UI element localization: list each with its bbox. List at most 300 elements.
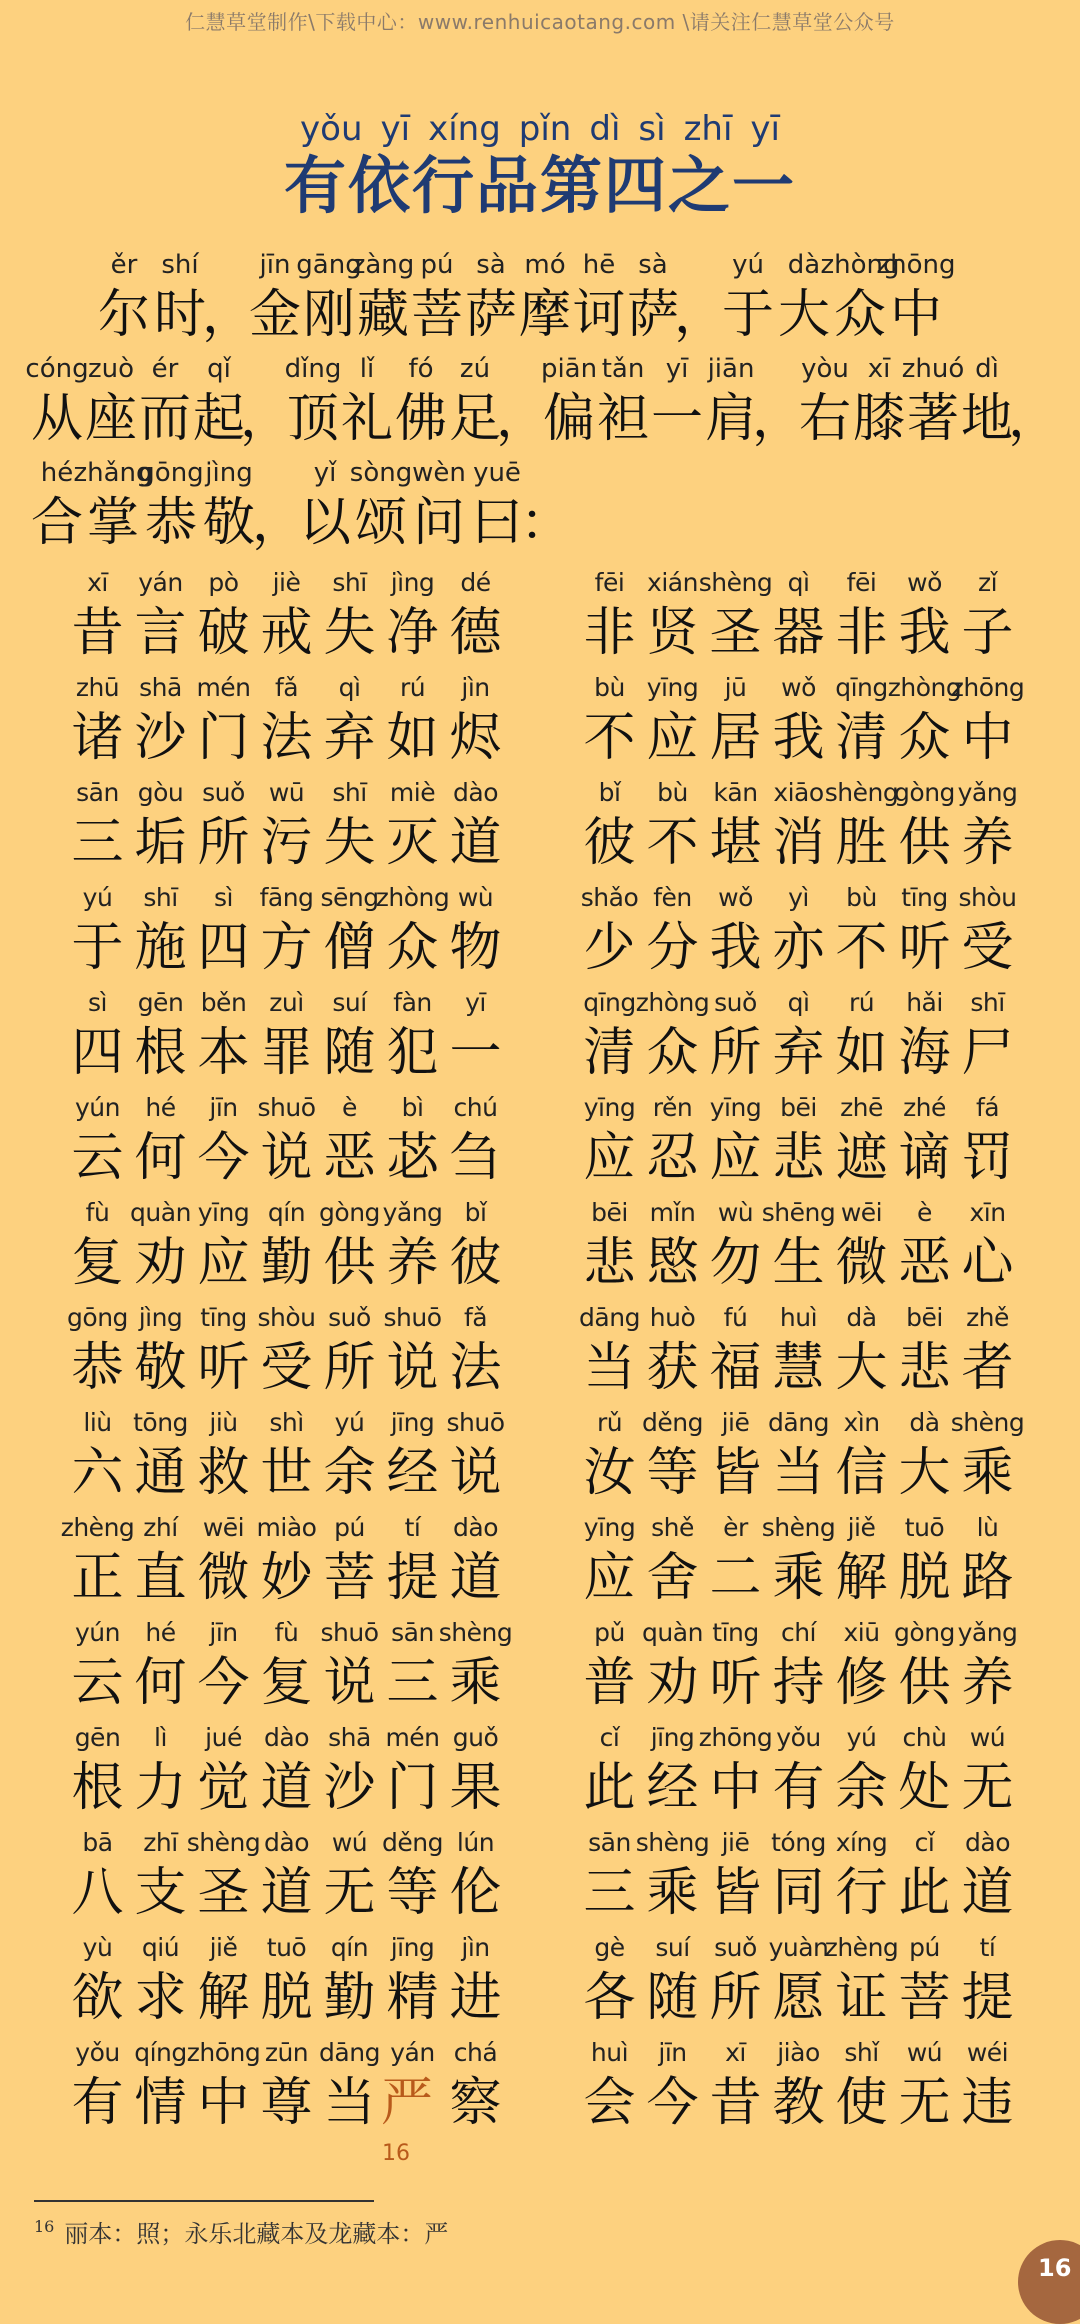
annotated-character [296, 248, 362, 348]
annotated-character [318, 1931, 381, 2031]
hanzi: 污 [260, 813, 313, 873]
page-header: 仁慧草堂制作\下载中心：www.renhuicaotang.com \请关注仁慧草堂公众号 [185, 10, 895, 34]
pinyin: wēi [202, 1513, 245, 1542]
pinyin: rěn [652, 1093, 693, 1122]
hanzi: 中 [197, 2073, 250, 2133]
hanzi: 情 [134, 2073, 187, 2133]
hanzi: 不 [583, 708, 636, 768]
pinyin: shèng [186, 1828, 261, 1857]
hanzi: 诃 [572, 285, 625, 345]
pinyin: yòu [801, 354, 849, 384]
pinyin: rú [399, 673, 426, 702]
pinyin: yǐ [313, 458, 337, 488]
annotated-character [641, 2036, 704, 2136]
hanzi: 力 [134, 1758, 187, 1818]
footnote-divider [34, 2200, 374, 2202]
hanzi: ， [1008, 389, 1061, 449]
pinyin: quàn [642, 1618, 703, 1647]
annotated-character [318, 986, 381, 1086]
pinyin: yǎng [957, 778, 1018, 807]
pinyin: zhě [966, 1303, 1009, 1332]
annotated-character [129, 1616, 192, 1716]
hanzi: 会 [583, 2073, 636, 2133]
annotated-character [255, 1721, 318, 1821]
pinyin: pú [420, 250, 454, 280]
annotated-character [578, 1406, 641, 1506]
hanzi: 少 [583, 918, 636, 978]
annotated-character [66, 776, 129, 876]
verse-row [0, 881, 1080, 986]
pinyin: shèng [438, 1618, 513, 1647]
hanzi: 时 [153, 285, 206, 345]
title-pinyin [0, 108, 1080, 150]
annotated-character [578, 2036, 641, 2136]
hanzi: 云 [71, 1653, 124, 1713]
annotated-character [956, 881, 1019, 981]
verse-left-half [66, 881, 507, 981]
punctuation [496, 352, 549, 452]
hanzi: 非 [835, 603, 888, 663]
pinyin: qì [787, 568, 810, 597]
hanzi: 谪 [898, 1128, 951, 1188]
footnote [34, 2214, 448, 2249]
punctuation [520, 456, 573, 556]
hanzi: 而 [138, 389, 191, 449]
annotated-character [192, 776, 255, 876]
footnote-number: 16 [34, 2217, 55, 2236]
hanzi: 四 [197, 918, 250, 978]
pinyin: gè [594, 1933, 625, 1962]
annotated-character [444, 2036, 507, 2136]
pinyin: huì [779, 1303, 818, 1332]
pinyin: chù [902, 1723, 947, 1752]
hanzi: 道 [260, 1758, 313, 1818]
prose-line-3 [30, 456, 1060, 556]
pinyin: è [917, 1198, 932, 1227]
pinyin: rǔ [596, 1408, 623, 1437]
annotated-character [767, 1301, 830, 1401]
annotated-character [381, 1721, 444, 1821]
annotated-character [956, 986, 1019, 1086]
hanzi: 直 [134, 1548, 187, 1608]
pinyin: yī [465, 988, 486, 1017]
annotated-character [255, 566, 318, 666]
annotated-character [318, 566, 381, 666]
annotated-character [66, 671, 129, 771]
annotated-character [830, 1301, 893, 1401]
annotated-character [578, 566, 641, 666]
hanzi: 如 [386, 708, 439, 768]
hanzi: 勤 [260, 1233, 313, 1293]
annotated-character [66, 1091, 129, 1191]
pinyin: chí [780, 1618, 817, 1647]
annotated-character [138, 456, 204, 556]
pinyin: tuō [904, 1513, 945, 1542]
pinyin: tīng [200, 1303, 247, 1332]
annotated-character [798, 352, 852, 452]
annotated-character [893, 1721, 956, 1821]
annotated-character [893, 986, 956, 1086]
hanzi: 清 [583, 1023, 636, 1083]
annotated-character [956, 1301, 1019, 1401]
annotated-character [255, 1196, 318, 1296]
hanzi: 一 [650, 389, 703, 449]
annotated-character [830, 986, 893, 1086]
pinyin: shuō [257, 1093, 316, 1122]
pinyin: yī [665, 354, 689, 384]
pinyin: wú [906, 2038, 943, 2067]
pinyin: mén [196, 673, 251, 702]
annotated-character [893, 1616, 956, 1716]
annotated-character [318, 1406, 381, 1506]
hanzi: 藏 [356, 285, 409, 345]
pinyin: suǒ [328, 1303, 371, 1332]
pinyin: shēng [761, 1198, 836, 1227]
annotated-character [893, 1406, 956, 1506]
hanzi: 中 [709, 1758, 762, 1818]
annotated-character [381, 1406, 444, 1506]
annotated-character [318, 881, 381, 981]
hanzi: 有 [772, 1758, 825, 1818]
pinyin: sān [391, 1618, 434, 1647]
annotated-character [704, 1091, 767, 1191]
annotated-character [192, 1301, 255, 1401]
annotated-character [626, 248, 680, 348]
annotated-character [704, 1196, 767, 1296]
annotated-character [824, 1931, 899, 2031]
hanzi: 不 [646, 813, 699, 873]
hanzi: 八 [71, 1863, 124, 1923]
annotated-character [73, 456, 153, 556]
annotated-character [650, 352, 704, 452]
annotated-character [956, 1616, 1019, 1716]
hanzi: 我 [898, 603, 951, 663]
annotated-character [767, 1931, 830, 2031]
verse-left-half [66, 1931, 507, 2031]
annotated-character [578, 1616, 641, 1716]
annotated-character [704, 352, 758, 452]
hanzi: 僧 [323, 918, 376, 978]
pinyin: yǎng [957, 1618, 1018, 1647]
hanzi: 获 [646, 1338, 699, 1398]
pinyin: jīng [650, 1723, 695, 1752]
annotated-character [444, 776, 507, 876]
pinyin: jìng [138, 1303, 183, 1332]
annotated-character [255, 881, 318, 981]
pinyin: xiū [843, 1618, 880, 1647]
hanzi: 苾 [386, 1128, 439, 1188]
annotated-character [129, 2036, 192, 2136]
pinyin: qín [267, 1198, 306, 1227]
hanzi: 乘 [772, 1548, 825, 1608]
pinyin: chá [453, 2038, 498, 2067]
annotated-character [830, 1511, 893, 1611]
annotated-character [444, 986, 507, 1086]
pinyin: xíng [835, 1828, 888, 1857]
hanzi: 中 [889, 285, 942, 345]
pinyin: wǒ [907, 568, 942, 597]
hanzi: 欲 [71, 1968, 124, 2028]
annotated-character [129, 1826, 192, 1926]
annotated-character [641, 1196, 704, 1296]
hanzi: 养 [961, 1653, 1014, 1713]
annotated-character [381, 986, 444, 1086]
title-pinyin-syllable: zhī [683, 109, 733, 149]
punctuation [240, 352, 293, 452]
annotated-character [192, 352, 246, 452]
annotated-character [66, 1931, 129, 2031]
pinyin: zuò [87, 354, 135, 384]
annotated-character [444, 1406, 507, 1506]
annotated-character [318, 2036, 381, 2136]
annotated-character [318, 1301, 381, 1401]
hanzi: ： [520, 493, 573, 553]
hanzi: 金 [248, 285, 301, 345]
annotated-character [704, 1406, 767, 1506]
annotated-character [192, 671, 255, 771]
annotated-character [192, 1616, 255, 1716]
pinyin: fēi [846, 568, 877, 597]
hanzi: 悲 [898, 1338, 951, 1398]
annotated-character [381, 1091, 444, 1191]
verse-row [0, 1931, 1080, 2036]
hanzi: 复 [260, 1653, 313, 1713]
annotated-character [578, 1511, 641, 1611]
pinyin: qīng [583, 988, 636, 1017]
annotated-character [578, 1826, 641, 1926]
annotated-character [96, 248, 152, 348]
annotated-character [578, 671, 641, 771]
hanzi: 进 [449, 1968, 502, 2028]
verse-left-half [66, 566, 507, 666]
annotated-character [192, 566, 255, 666]
pinyin: lì [154, 1723, 167, 1752]
hanzi: 恭 [144, 493, 197, 553]
pinyin: guǒ [452, 1723, 499, 1752]
pinyin: huò [649, 1303, 696, 1332]
pinyin: ér [151, 354, 179, 384]
hanzi: 愍 [646, 1233, 699, 1293]
hanzi: 应 [583, 1128, 636, 1188]
hanzi: 方 [260, 918, 313, 978]
annotated-character [876, 248, 956, 348]
pinyin: quàn [130, 1198, 191, 1227]
annotated-character [704, 1931, 767, 2031]
hanzi: 非 [583, 603, 636, 663]
annotated-character [704, 1616, 767, 1716]
hanzi: 各 [583, 1968, 636, 2028]
hanzi: 消 [772, 813, 825, 873]
annotated-character [200, 456, 258, 556]
pinyin: wēi [840, 1198, 883, 1227]
annotated-character [349, 456, 413, 556]
pinyin: zūn [264, 2038, 309, 2067]
annotated-character [893, 1301, 956, 1401]
hanzi: 生 [772, 1233, 825, 1293]
pinyin: sān [588, 1828, 631, 1857]
hanzi: 今 [646, 2073, 699, 2133]
hanzi: ， [752, 389, 805, 449]
pinyin: pú [334, 1513, 365, 1542]
pinyin: xiāo [773, 778, 824, 807]
hanzi: 乘 [646, 1863, 699, 1923]
hanzi: 通 [134, 1443, 187, 1503]
hanzi: 者 [961, 1338, 1014, 1398]
pinyin: hé [40, 458, 74, 488]
hanzi: 无 [961, 1758, 1014, 1818]
hanzi: 失 [323, 603, 376, 663]
pinyin: jiě [847, 1513, 876, 1542]
annotated-character [830, 881, 893, 981]
annotated-character [767, 1406, 830, 1506]
hanzi: 根 [134, 1023, 187, 1083]
annotated-character [761, 1196, 836, 1296]
pinyin: zhōng [950, 673, 1025, 702]
annotated-character [255, 1406, 318, 1506]
annotated-character [138, 352, 192, 452]
annotated-character [129, 1511, 192, 1611]
hanzi: 我 [709, 918, 762, 978]
hanzi: 言 [134, 603, 187, 663]
annotated-character [830, 671, 893, 771]
pinyin: dào [264, 1723, 309, 1752]
annotated-character [578, 881, 641, 981]
hanzi: 净 [386, 603, 439, 663]
verse-left-half [66, 1406, 507, 1506]
annotated-character [767, 1721, 830, 1821]
hanzi: 处 [898, 1758, 951, 1818]
annotated-character [192, 1406, 255, 1506]
hanzi: 偏 [542, 389, 595, 449]
hanzi: 三 [71, 813, 124, 873]
annotated-character [824, 776, 899, 876]
hanzi: 等 [646, 1443, 699, 1503]
pinyin: miè [389, 778, 436, 807]
footnote-text: 丽本：照；永乐北藏本及龙藏本：严 [64, 2220, 449, 2248]
verse-right-half [578, 1091, 1019, 1191]
pinyin: ěr [110, 250, 138, 280]
annotated-character [950, 1406, 1025, 1506]
annotated-character [444, 1091, 507, 1191]
annotated-character [192, 986, 255, 1086]
hanzi: 伦 [449, 1863, 502, 1923]
pinyin: wǒ [781, 673, 816, 702]
pinyin: gāng [296, 250, 362, 280]
pinyin: sà [638, 250, 668, 280]
hanzi: 三 [386, 1653, 439, 1713]
hanzi: 彼 [449, 1233, 502, 1293]
annotated-character [704, 1826, 767, 1926]
hanzi: 使 [835, 2073, 888, 2133]
pinyin: jué [205, 1723, 242, 1752]
indent [30, 248, 96, 348]
pinyin: jīng [390, 1408, 435, 1437]
pinyin: děng [382, 1828, 443, 1857]
annotated-character [641, 1301, 704, 1401]
annotated-character [255, 1826, 318, 1926]
annotated-character [956, 1511, 1019, 1611]
annotated-character [518, 248, 572, 348]
hanzi: 乘 [961, 1443, 1014, 1503]
verse-right-half [578, 881, 1019, 981]
annotated-character [381, 1196, 444, 1296]
annotated-character [720, 248, 776, 348]
annotated-character [152, 248, 208, 348]
pinyin: èr [723, 1513, 748, 1542]
hanzi: 云 [71, 1128, 124, 1188]
annotated-character [381, 1301, 444, 1401]
annotated-character [893, 1511, 956, 1611]
hanzi: 海 [898, 1023, 951, 1083]
pinyin: xī [87, 568, 108, 597]
annotated-character [830, 566, 893, 666]
pinyin: cóng [25, 354, 89, 384]
pinyin: yì [788, 883, 809, 912]
annotated-character [830, 1826, 893, 1926]
hanzi: 说 [386, 1338, 439, 1398]
verse-right-half [578, 1721, 1019, 1821]
pinyin: zhé [903, 1093, 946, 1122]
hanzi: 器 [772, 603, 825, 663]
hanzi: 支 [134, 1863, 187, 1923]
hanzi: 勤 [323, 1968, 376, 2028]
pinyin: shī [332, 778, 367, 807]
hanzi: 说 [323, 1653, 376, 1713]
annotated-character [767, 671, 830, 771]
hanzi: 沙 [323, 1758, 376, 1818]
hanzi: 应 [646, 708, 699, 768]
hanzi: 根 [71, 1758, 124, 1818]
pinyin: lǐ [359, 354, 375, 384]
pinyin: yú [82, 883, 113, 912]
hanzi: 当 [583, 1338, 636, 1398]
annotated-character [578, 1301, 641, 1401]
pinyin: lún [456, 1828, 495, 1857]
hanzi: 六 [71, 1443, 124, 1503]
pinyin: shèng [950, 1408, 1025, 1437]
annotated-character [192, 1931, 255, 2031]
pinyin: qì [787, 988, 810, 1017]
pinyin: pò [208, 568, 239, 597]
hanzi: 萨 [464, 285, 517, 345]
pinyin: fǎ [463, 1303, 488, 1332]
hanzi: 无 [898, 2073, 951, 2133]
hanzi: 大 [835, 1338, 888, 1398]
annotated-character [129, 986, 192, 1086]
annotated-character [318, 1721, 381, 1821]
annotated-character [129, 1196, 192, 1296]
annotated-character [255, 1616, 318, 1716]
hanzi: 普 [583, 1653, 636, 1713]
pinyin: fù [274, 1618, 299, 1647]
pinyin: shèng [635, 1828, 710, 1857]
pinyin: shuō [383, 1303, 442, 1332]
hanzi: 道 [449, 813, 502, 873]
annotated-character [956, 1721, 1019, 1821]
title-pinyin-syllable: yī [750, 109, 780, 149]
pinyin: bù [846, 883, 877, 912]
pinyin: shī [970, 988, 1005, 1017]
annotated-character [66, 566, 129, 666]
hanzi: 无 [323, 1863, 376, 1923]
hanzi: 众 [833, 285, 886, 345]
hanzi: 证 [835, 1968, 888, 2028]
hanzi: 所 [323, 1338, 376, 1398]
annotated-character [192, 1091, 255, 1191]
hanzi: 尊 [260, 2073, 313, 2133]
verse-left-half [66, 1196, 507, 1296]
hanzi: 于 [71, 918, 124, 978]
